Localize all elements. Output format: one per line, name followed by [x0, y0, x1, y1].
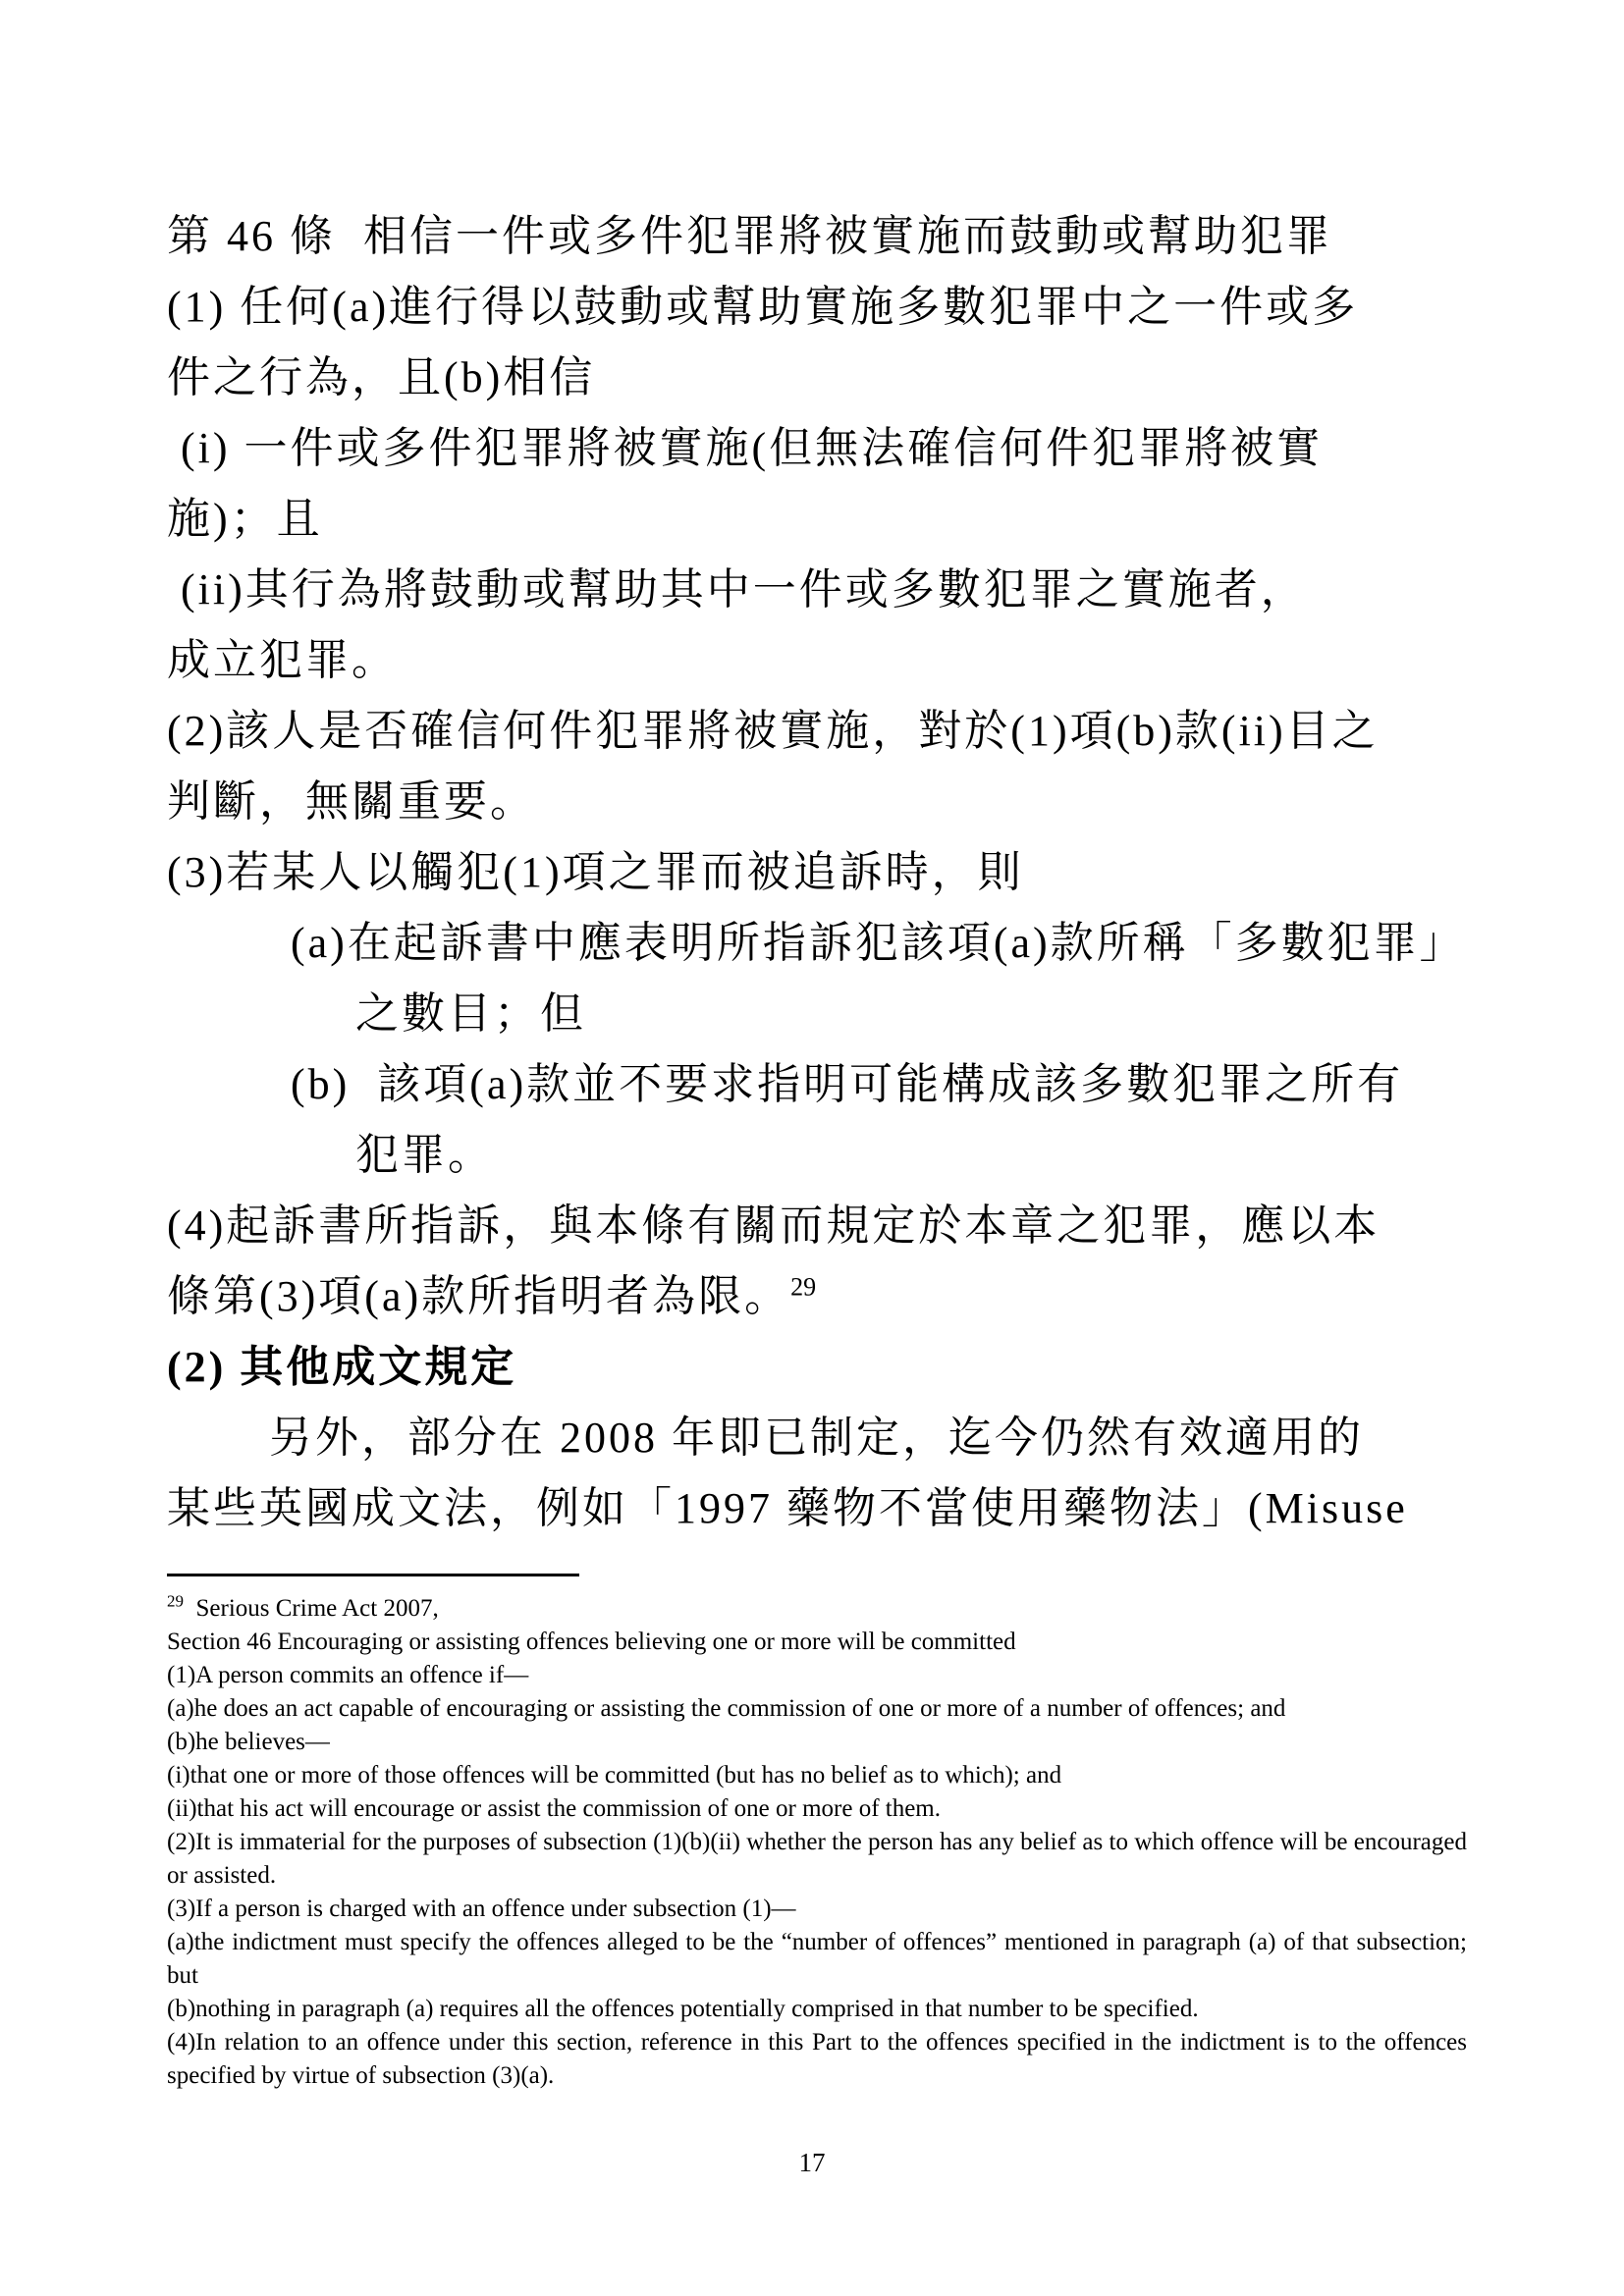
main-text: [167, 201, 1467, 1544]
body-line: (a)在起訴書中應表明所指訴犯該項(a)款所稱「多數犯罪」: [291, 919, 1466, 967]
body-line: 犯罪。: [355, 1131, 494, 1179]
body-line: (3)若某人以觸犯(1)項之罪而被追訴時，則: [167, 848, 1024, 896]
paragraph-line: 某些英國成文法，例如「1997 藥物不當使用藥物法」(Misuse: [167, 1484, 1408, 1532]
body-line: 之數目；但: [355, 989, 586, 1038]
body-line: (ii)其行為將鼓動或幫助其中一件或多數犯罪之實施者，: [181, 565, 1307, 614]
footnote-reference: 29: [790, 1272, 817, 1302]
footnote-line: (3)If a person is charged with an offence under subsection (1)—: [167, 1896, 796, 1922]
body-line: (4)起訴書所指訴，與本條有關而規定於本章之犯罪，應以本: [167, 1201, 1380, 1250]
body-line: 判斷，無關重要。: [167, 777, 536, 826]
body-line-with-footnote-ref: [167, 1261, 1467, 1332]
footnote-separator: [167, 1574, 579, 1576]
footnote-line: (b)he believes—: [167, 1729, 330, 1755]
paragraph-line: 另外，部分在 2008 年即已制定，迄今仍然有效適用的: [269, 1414, 1364, 1462]
body-line: 成立犯罪。: [167, 636, 398, 684]
section-heading: (2) 其他成文規定: [167, 1343, 517, 1391]
footnote-line: (a)he does an act capable of encouraging or assisting the commission of one or more of a number of offences; and: [167, 1695, 1286, 1722]
footnote: [167, 1592, 1467, 2093]
body-line: 件之行為，且(b)相信: [167, 353, 596, 401]
body-line: 施)；且: [167, 495, 323, 543]
footnote-line: (ii)that his act will encourage or assist the commission of one or more of them.: [167, 1795, 942, 1822]
footnote-line: (1)A person commits an offence if—: [167, 1662, 529, 1688]
page-number: 17: [798, 2148, 826, 2177]
body-line: (i) 一件或多件犯罪將被實施(但無法確信何件犯罪將被實: [181, 424, 1324, 472]
footnote-line: (4)In relation to an offence under this section, reference in this Part to the offences specified in the indictment is to the offences specified by virtue of subsection (3)(a).: [167, 2029, 1467, 2089]
body-line: (2)該人是否確信何件犯罪將被實施，對於(1)項(b)款(ii)目之: [167, 707, 1379, 755]
footnote-line: (a)the indictment must specify the offences alleged to be the “number of offences” mentioned in paragraph (a) of that subsection; but: [167, 1929, 1467, 1989]
body-line: (1) 任何(a)進行得以鼓動或幫助實施多數犯罪中之一件或多: [167, 283, 1359, 331]
footnote-line: (i)that one or more of those offences will be committed (but has no belief as to which); and: [167, 1762, 1062, 1789]
footnote-line: (2)It is immaterial for the purposes of subsection (1)(b)(ii) whether the person has any belief as to which offence will be encouraged or assisted.: [167, 1829, 1467, 1889]
footnote-marker: 29: [167, 1591, 184, 1611]
footnote-line: [167, 1592, 1467, 1626]
footnote-line-text: Serious Crime Act 2007,: [195, 1595, 439, 1622]
footnote-line: (b)nothing in paragraph (a) requires all the offences potentially comprised in that number to be specified.: [167, 1996, 1199, 2022]
body-line-text: 條第(3)項(a)款所指明者為限。: [167, 1272, 791, 1320]
body-line: (b) 該項(a)款並不要求指明可能構成該多數犯罪之所有: [291, 1060, 1404, 1108]
body-line: 第 46 條 相信一件或多件犯罪將被實施而鼓動或幫助犯罪: [167, 212, 1332, 260]
footnote-line: Section 46 Encouraging or assisting offences believing one or more will be committed: [167, 1629, 1016, 1655]
